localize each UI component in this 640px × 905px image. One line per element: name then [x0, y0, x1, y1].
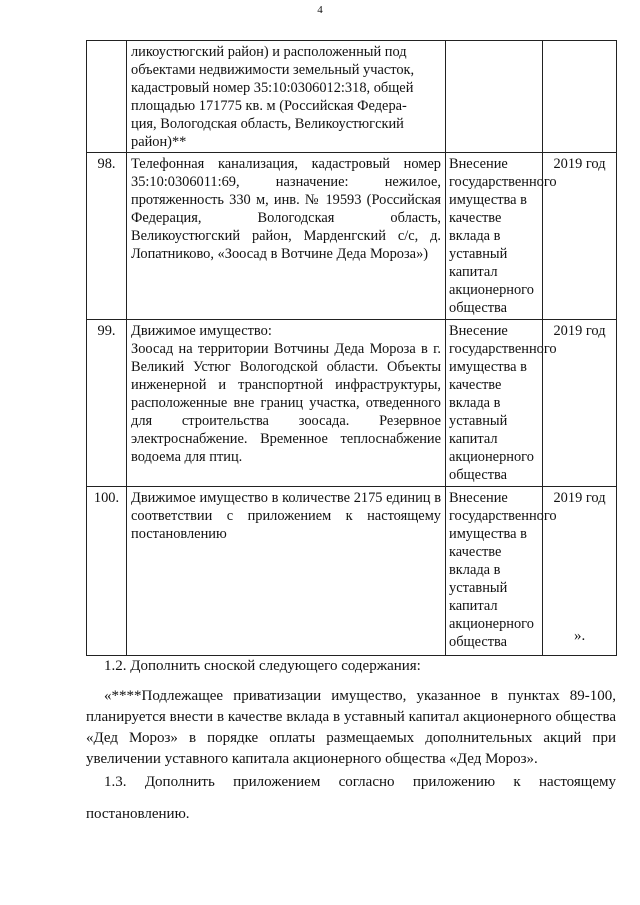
row-method: Внесение государственного имущества в качестве вклада в уставный капитал акционерного общества	[446, 487, 543, 656]
continued-line: ликоустюгский район) и расположенный под	[131, 44, 407, 60]
row-description-title: Движимое имущество:	[131, 323, 272, 339]
row-year: 2019 год	[543, 153, 617, 320]
continued-line: район)**	[131, 134, 187, 150]
row-number: 98.	[87, 153, 127, 320]
row-number: 99.	[87, 320, 127, 487]
paragraph-appendix: 1.3. Дополнить приложением согласно приложению к настоящему постановлению.	[86, 774, 616, 822]
row-method: Внесение государственного имущества в качестве вклада в уставный капитал акционерного общества	[446, 320, 543, 487]
row-description: Телефонная канализация, кадастровый номер 35:10:0306011:69, назначение: нежилое, протяженность 330 м, инв. № 19593 (Российская Федерация, Вологодская область, Великоустюгский район, Марденгский с/с, д. Лопатниково, «Зоосад в Вотчине Деда Мороза»)	[127, 153, 446, 320]
row-description: Зоосад на территории Вотчины Деда Мороза в г. Великий Устюг Вологодской области. Объекты инженерной и транспортной инфраструктуры, расположенные вне границ участка, отведенного для строительства зоосада. Резервное электроснабжение. Временное теплоснабжение водоема для птиц.	[131, 341, 441, 465]
row-description-cell	[127, 320, 446, 487]
paragraph-footnote-intro: 1.2. Дополнить сноской следующего содержания:	[104, 658, 421, 674]
continued-line: площадью 171775 кв. м (Российская Федера-	[131, 98, 407, 114]
row-year: 2019 год	[543, 320, 617, 487]
continued-line: объектами недвижимости земельный участок,	[131, 62, 415, 78]
closing-quote: ».	[574, 628, 586, 644]
row-year-cell	[543, 41, 617, 153]
page-number: 4	[317, 4, 323, 16]
property-registry-table	[86, 40, 617, 656]
continued-line: кадастровый номер 35:10:0306012:318, общей	[131, 80, 414, 96]
table-row	[87, 320, 617, 487]
row-number: 100.	[87, 487, 127, 656]
table-row-continued	[87, 41, 617, 153]
row-method: Внесение государственного имущества в качестве вклада в уставный капитал акционерного общества	[446, 153, 543, 320]
table-row	[87, 153, 617, 320]
continued-line: ция, Вологодская область, Великоустюгский	[131, 116, 404, 132]
row-description-cell	[127, 41, 446, 153]
row-method-cell	[446, 41, 543, 153]
row-number-cell	[87, 41, 127, 153]
row-description: Движимое имущество в количестве 2175 единиц в соответствии с приложением к настоящему постановлению	[127, 487, 446, 656]
row-year: 2019 год	[543, 487, 617, 656]
table-row	[87, 487, 617, 656]
paragraph-footnote-text: «****Подлежащее приватизации имущество, указанное в пунктах 89-100, планируется внести в качестве вклада в уставный капитал акционерного общества «Дед Мороз» в порядке оплаты размещаемых дополнительных акций при увеличении уставного капитала акционерного общества «Дед Мороз».	[86, 688, 616, 767]
